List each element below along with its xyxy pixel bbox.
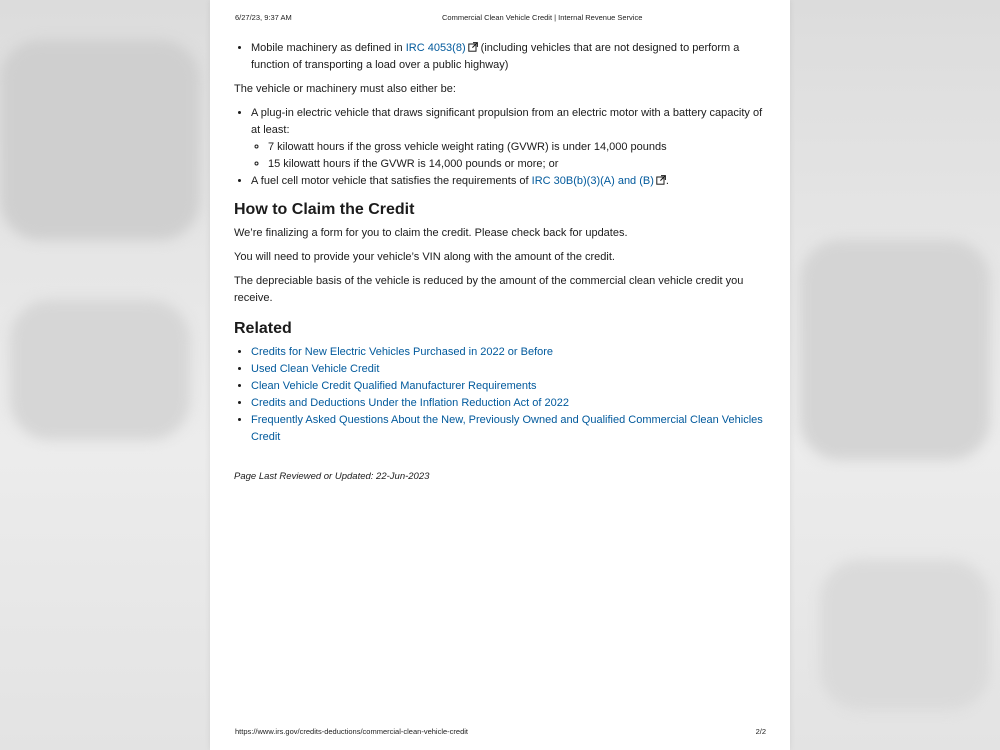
backdrop-blur-right-mid — [800, 240, 990, 460]
list-item — [251, 378, 774, 395]
list-item — [251, 344, 774, 361]
claim-heading: How to Claim the Credit — [234, 201, 415, 218]
irc-4053-link[interactable]: IRC 4053(8) — [405, 42, 466, 54]
related-link-inflation-reduction-act[interactable]: Credits and Deductions Under the Inflation Reduction Act of 2022 — [251, 397, 569, 409]
list-item — [251, 361, 774, 378]
claim-paragraph-2: You will need to provide your vehicle’s VIN along with the amount of the credit. — [234, 251, 615, 263]
list-item-fuel-cell — [251, 173, 774, 190]
item-text: Mobile machinery as defined in — [251, 42, 406, 54]
claim-paragraph-3: The depreciable basis of the vehicle is reduced by the amount of the commercial clean vehicle credit you receive. — [234, 275, 744, 304]
irc-30b-link[interactable]: IRC 30B(b)(3)(A) and (B) — [531, 175, 654, 187]
item-text-continued: (including vehicles that are not designed to perform a function of transporting a load over a public highway) — [251, 42, 740, 71]
fuel-cell-period: . — [665, 175, 669, 187]
document-page — [210, 0, 790, 750]
page-content — [234, 40, 774, 485]
list-item-15kwh: ◦ 15 kilowatt hours if the GVWR is 14,000 pounds or more; or — [268, 156, 774, 173]
list-item-7kwh: ◦ 7 kilowatt hours if the gross vehicle weight rating (GVWR) is under 14,000 pounds — [268, 139, 774, 156]
related-link-manufacturer-requirements[interactable]: Clean Vehicle Credit Qualified Manufacturer Requirements — [251, 380, 537, 392]
vehicle-requirement-text: The vehicle or machinery must also either be: — [234, 83, 456, 95]
print-url: https://www.irs.gov/credits-deductions/commercial-clean-vehicle-credit — [235, 727, 468, 736]
print-page-number: 2/2 — [755, 727, 766, 736]
print-datetime: 6/27/23, 9:37 AM — [235, 13, 292, 22]
plugin-text: A plug-in electric vehicle that draws significant propulsion from an electric motor with a battery capacity of at least: — [251, 107, 763, 136]
machinery-list — [234, 40, 774, 74]
related-heading: Related — [234, 320, 292, 337]
related-link-faq[interactable]: Frequently Asked Questions About the New, Previously Owned and Qualified Commercial Clean Vehicles Credit — [251, 414, 763, 443]
battery-capacity-list — [251, 139, 774, 173]
list-item — [251, 412, 774, 446]
claim-paragraph-1: We’re finalizing a form for you to claim the credit. Please check back for updates. — [234, 227, 628, 239]
related-links-list — [234, 344, 774, 446]
external-link-icon[interactable] — [468, 42, 478, 52]
vehicle-type-list — [234, 105, 774, 190]
list-item-mobile-machinery — [251, 40, 774, 74]
list-item — [251, 395, 774, 412]
related-link-used-clean-vehicle[interactable]: Used Clean Vehicle Credit — [251, 363, 380, 375]
fuel-cell-text: A fuel cell motor vehicle that satisfies the requirements of — [251, 175, 532, 187]
related-link-new-ev-2022[interactable]: Credits for New Electric Vehicles Purchased in 2022 or Before — [251, 346, 554, 358]
backdrop-blur-right-bottom — [820, 560, 990, 710]
list-item-plugin — [251, 105, 774, 173]
backdrop-blur-left-mid — [10, 300, 190, 440]
page-last-reviewed: Page Last Reviewed or Updated: 22-Jun-2023 — [234, 471, 430, 482]
external-link-icon[interactable] — [656, 175, 666, 185]
print-page-title: Commercial Clean Vehicle Credit | Internal Revenue Service — [442, 13, 643, 22]
backdrop-blur-left-top — [0, 40, 200, 240]
